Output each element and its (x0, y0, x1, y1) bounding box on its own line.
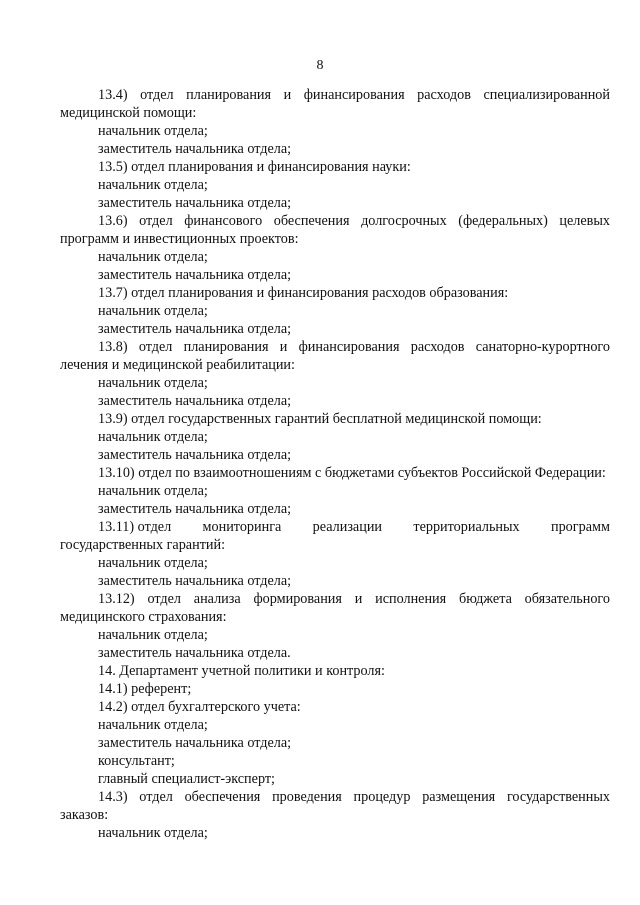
list-item: начальник отдела; (98, 303, 208, 319)
word: мониторинга (202, 519, 282, 535)
paragraph-13-6: 13.6) отдел финансового обеспечения долгосрочных (федеральных) целевых программ и инвестиционных проектов: (60, 213, 610, 247)
section-14-heading: 14. Департамент учетной политики и контроля: (98, 663, 385, 679)
word: 13.11) отдел (98, 519, 172, 535)
list-item: начальник отдела; (98, 483, 208, 499)
list-item: заместитель начальника отдела; (98, 141, 292, 157)
list-item: консультант; (98, 753, 175, 769)
list-item: заместитель начальника отдела; (98, 735, 292, 751)
page-number: 8 (316, 58, 324, 73)
paragraph-13-5: 13.5) отдел планирования и финансирования науки: (98, 159, 411, 175)
list-item: заместитель начальника отдела; (98, 321, 292, 337)
list-item: начальник отдела; (98, 627, 208, 643)
list-item: заместитель начальника отдела. (98, 645, 291, 661)
paragraph-14-1: 14.1) референт; (98, 681, 192, 697)
list-item: заместитель начальника отдела; (98, 267, 292, 283)
list-item: начальник отдела; (98, 825, 208, 841)
list-item: заместитель начальника отдела; (98, 447, 292, 463)
paragraph-13-10: 13.10) отдел по взаимоотношениям с бюджетами субъектов Российской Федерации: (98, 465, 606, 481)
paragraph-13-7: 13.7) отдел планирования и финансирования расходов образования: (98, 285, 509, 301)
list-item: начальник отдела; (98, 429, 208, 445)
list-item: заместитель начальника отдела; (98, 501, 292, 517)
word: реализации (312, 519, 383, 535)
paragraph-13-11-second-line: государственных гарантий: (60, 537, 226, 553)
paragraph-13-12: 13.12) отдел анализа формирования и исполнения бюджета обязательного медицинского страхования: (60, 591, 610, 625)
list-item: заместитель начальника отдела; (98, 195, 292, 211)
list-item: заместитель начальника отдела; (98, 393, 292, 409)
list-item: главный специалист-эксперт; (98, 771, 275, 787)
word: территориальных (413, 519, 520, 535)
paragraph-14-3: 14.3) отдел обеспечения проведения процедур размещения государственных заказов: (60, 789, 610, 823)
paragraph-13-4: 13.4) отдел планирования и финансирования расходов специализированной медицинской помощи: (60, 87, 610, 121)
list-item: начальник отдела; (98, 555, 208, 571)
list-item: начальник отдела; (98, 123, 208, 139)
list-item: заместитель начальника отдела; (98, 573, 292, 589)
list-item: начальник отдела; (98, 717, 208, 733)
list-item: начальник отдела; (98, 177, 208, 193)
list-item: начальник отдела; (98, 375, 208, 391)
paragraph-13-11-first-line (60, 518, 610, 536)
paragraph-13-8: 13.8) отдел планирования и финансирования расходов санаторно-курортного лечения и медицинской реабилитации: (60, 339, 610, 373)
document-body (60, 86, 610, 842)
paragraph-14-2: 14.2) отдел бухгалтерского учета: (98, 699, 301, 715)
paragraph-13-9: 13.9) отдел государственных гарантий бесплатной медицинской помощи: (98, 411, 542, 427)
word: программ (551, 519, 610, 535)
list-item: начальник отдела; (98, 249, 208, 265)
